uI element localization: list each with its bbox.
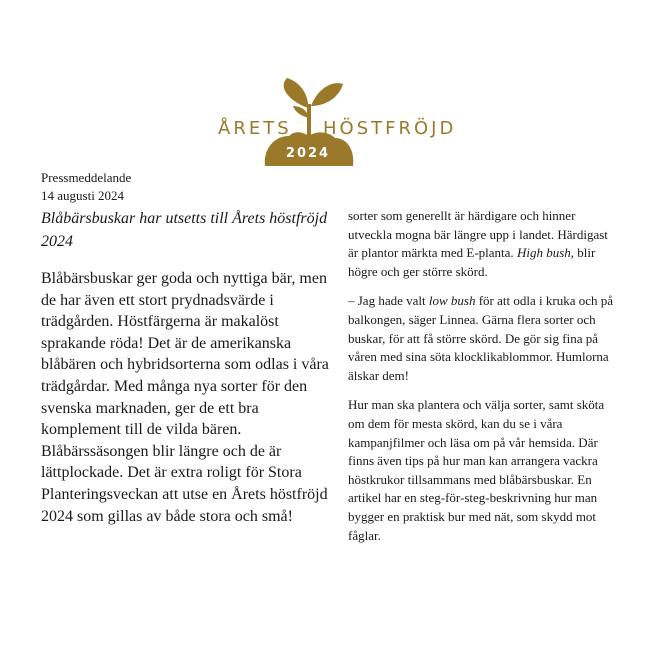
logo-word-right: HÖSTFRÖJD (323, 118, 457, 139)
lead-text: Blåbärsbuskar ger goda och nyttiga bär, men de har även ett stort prydnadsvärde i trädgården. Höstfärgerna är makalöst sprakande röda! Det är de amerikanska blåbären och hybridsorterna som odlas i våra trädgårdar. Med många nya sorter för den svenska marknaden, ger de ett bra komplement till de vilda bären. Blåbärssäsongen blir längre och de är lättplockade. Det är extra roligt för Stora Planteringsveckan att utse en Årets höstfröjd 2024 som gillas av både stora och små! (41, 270, 329, 525)
paragraph-1-b: , blir högre och ger större skörd. (348, 245, 596, 279)
right-column (348, 207, 618, 545)
paragraph-2-a: – Jag hade valt (348, 293, 429, 309)
high-bush-term: High bush (516, 245, 571, 261)
headline: Blåbärsbuskar har utsetts till Årets höstfröjd 2024 (41, 210, 328, 250)
paragraph-1-a: sorter som generellt är härdigare och hinner utveckla mogna bär längre upp i landet. Härdigast är plantor märkta med E-planta. (348, 208, 608, 261)
lead-paragraph (41, 268, 331, 527)
logo (205, 74, 457, 170)
paragraph-2 (348, 292, 618, 385)
low-bush-term: low bush (428, 293, 476, 309)
publish-date: 14 augusti 2024 (41, 188, 125, 203)
logo-word-left: ÅRETS (218, 118, 292, 139)
paragraph-1 (348, 207, 618, 281)
paragraph-2-b: för att odla i kruka och på balkongen, säger Linnea. Gärna flera sorter och buskar, för att få större skörd. De gör sig fina på våren med sina söta klocklikablommor. Humlorna älskar dem! (348, 293, 614, 383)
press-meta (41, 169, 131, 205)
logo-year: 2024 (285, 146, 331, 161)
document-type: Pressmeddelande (41, 170, 132, 185)
paragraph-3: Hur man ska plantera och välja sorter, samt sköta om dem för mesta skörd, kan du se i våra kampanjfilmer och läsa om på vår hemsida. Där finns även tips på hur man kan arrangera vackra höstkrukor tillsammans med blåbärsbuskar. En artikel har en steg-för-steg-beskrivning hur man bygger en praktisk bur med nät, som skydd mot fåglar. (348, 397, 605, 543)
